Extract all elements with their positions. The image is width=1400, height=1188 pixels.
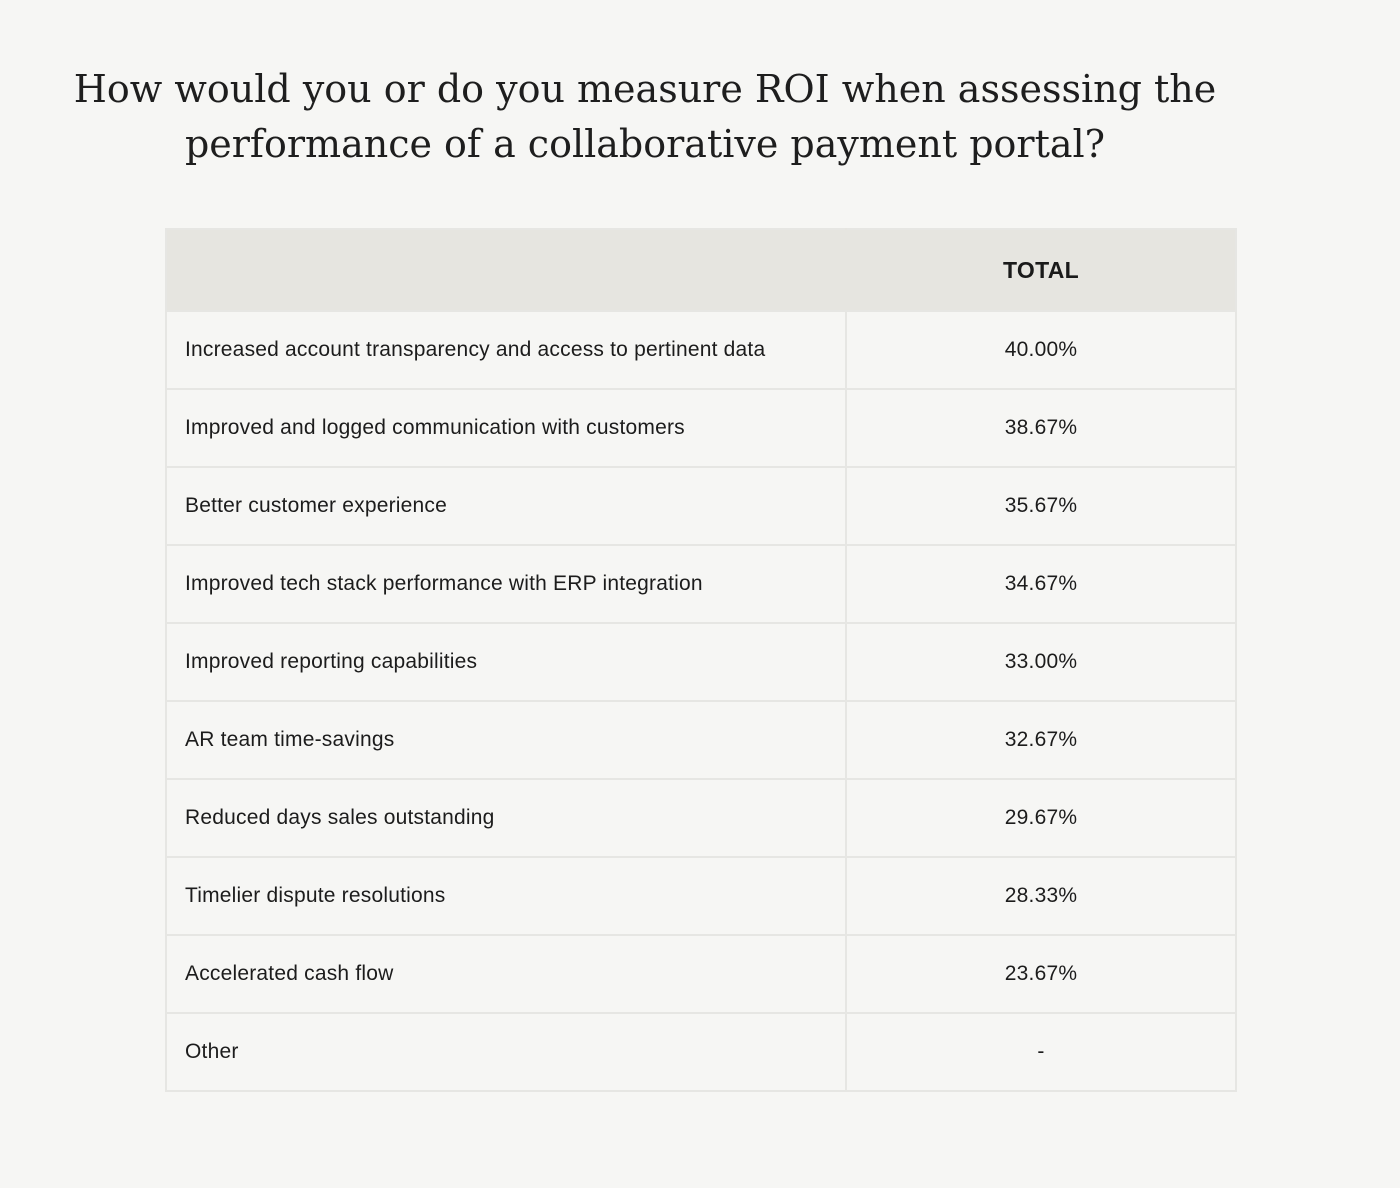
row-value-cell: 29.67%	[846, 779, 1236, 857]
row-label-cell: Better customer experience	[166, 467, 846, 545]
row-label-cell: Improved and logged communication with customers	[166, 389, 846, 467]
table-row	[166, 779, 1236, 857]
header-label-cell	[166, 229, 846, 311]
table-row	[166, 623, 1236, 701]
row-value-cell: -	[846, 1013, 1236, 1091]
row-label-cell: Accelerated cash flow	[166, 935, 846, 1013]
row-value-cell: 38.67%	[846, 389, 1236, 467]
chart-title-line-2: performance of a collaborative payment portal?	[184, 122, 1106, 166]
row-value-cell: 28.33%	[846, 857, 1236, 935]
table-row	[166, 857, 1236, 935]
table-row	[166, 311, 1236, 389]
row-value-cell: 35.67%	[846, 467, 1236, 545]
chart-title	[0, 62, 1290, 172]
chart-title-line-1: How would you or do you measure ROI when assessing the	[73, 67, 1217, 111]
row-label-cell: Improved reporting capabilities	[166, 623, 846, 701]
row-value-cell: 33.00%	[846, 623, 1236, 701]
row-label-cell: Reduced days sales outstanding	[166, 779, 846, 857]
row-value-cell: 23.67%	[846, 935, 1236, 1013]
row-value-cell: 34.67%	[846, 545, 1236, 623]
row-value-cell: 32.67%	[846, 701, 1236, 779]
table-body	[166, 311, 1236, 1091]
row-label-cell: Timelier dispute resolutions	[166, 857, 846, 935]
table-row	[166, 935, 1236, 1013]
header-total-cell: TOTAL	[846, 229, 1236, 311]
row-label-cell: Increased account transparency and access to pertinent data	[166, 311, 846, 389]
table-header-row	[166, 229, 1236, 311]
row-label-cell: Improved tech stack performance with ERP integration	[166, 545, 846, 623]
table-row	[166, 389, 1236, 467]
results-table	[165, 228, 1237, 1092]
table-row	[166, 701, 1236, 779]
row-label-cell: Other	[166, 1013, 846, 1091]
row-value-cell: 40.00%	[846, 311, 1236, 389]
table-row	[166, 1013, 1236, 1091]
table-row	[166, 467, 1236, 545]
row-label-cell: AR team time-savings	[166, 701, 846, 779]
table-row	[166, 545, 1236, 623]
